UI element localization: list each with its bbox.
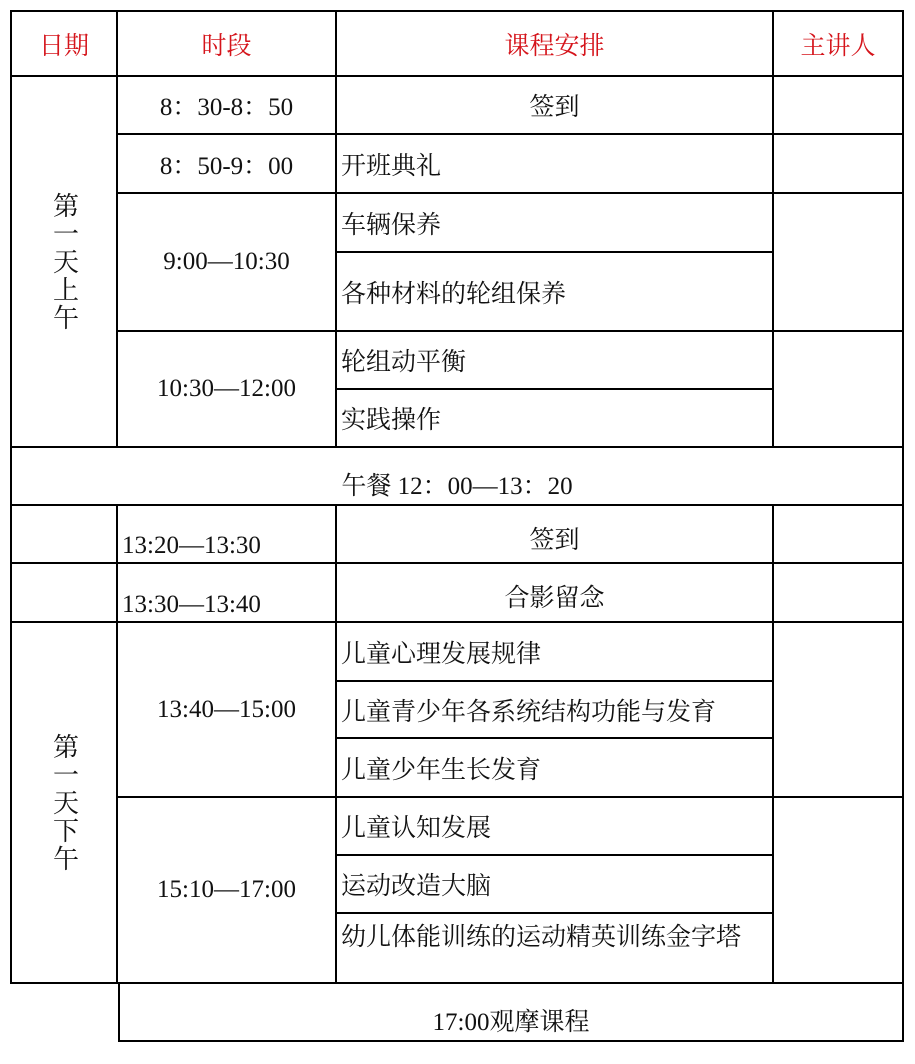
date-cell-empty bbox=[10, 506, 118, 564]
course-item: 实践操作 bbox=[337, 390, 774, 448]
course-item: 签到 bbox=[337, 506, 774, 564]
header-speaker: 主讲人 bbox=[774, 10, 904, 77]
time-slot: 13:20—13:30 bbox=[118, 506, 337, 564]
course-item: 开班典礼 bbox=[337, 135, 774, 194]
course-item: 车辆保养 bbox=[337, 194, 774, 253]
date-day1-morning: 第一天上午 bbox=[10, 77, 118, 448]
speaker-cell bbox=[774, 564, 904, 623]
speaker-cell bbox=[774, 135, 904, 194]
header-period: 时段 bbox=[118, 10, 337, 77]
speaker-cell bbox=[774, 332, 904, 448]
speaker-cell bbox=[774, 623, 904, 798]
time-slot: 13:30—13:40 bbox=[118, 564, 337, 623]
lunch-row: 午餐 12：00—13：20 bbox=[10, 448, 904, 506]
course-item: 合影留念 bbox=[337, 564, 774, 623]
header-date: 日期 bbox=[10, 10, 118, 77]
course-item: 幼儿体能训练的运动精英训练金字塔 bbox=[337, 914, 774, 984]
time-slot: 8：30-8：50 bbox=[118, 77, 337, 135]
course-item: 儿童少年生长发育 bbox=[337, 739, 774, 798]
course-item: 各种材料的轮组保养 bbox=[337, 253, 774, 332]
time-slot: 13:40—15:00 bbox=[118, 623, 337, 798]
time-slot: 8：50-9：00 bbox=[118, 135, 337, 194]
speaker-cell bbox=[774, 798, 904, 984]
observation-row: 17:00观摩课程 bbox=[118, 984, 904, 1042]
time-slot: 9:00—10:30 bbox=[118, 194, 337, 332]
speaker-cell bbox=[774, 77, 904, 135]
time-slot: 10:30—12:00 bbox=[118, 332, 337, 448]
course-item: 运动改造大脑 bbox=[337, 856, 774, 914]
course-item: 儿童心理发展规律 bbox=[337, 623, 774, 682]
course-item: 签到 bbox=[337, 77, 774, 135]
header-course: 课程安排 bbox=[337, 10, 774, 77]
speaker-cell bbox=[774, 194, 904, 332]
course-item: 轮组动平衡 bbox=[337, 332, 774, 390]
time-slot: 15:10—17:00 bbox=[118, 798, 337, 984]
speaker-cell bbox=[774, 506, 904, 564]
date-cell-empty bbox=[10, 564, 118, 623]
course-item: 儿童认知发展 bbox=[337, 798, 774, 856]
date-day1-afternoon: 第一天下午 bbox=[10, 623, 118, 984]
course-item: 儿童青少年各系统结构功能与发育 bbox=[337, 682, 774, 739]
